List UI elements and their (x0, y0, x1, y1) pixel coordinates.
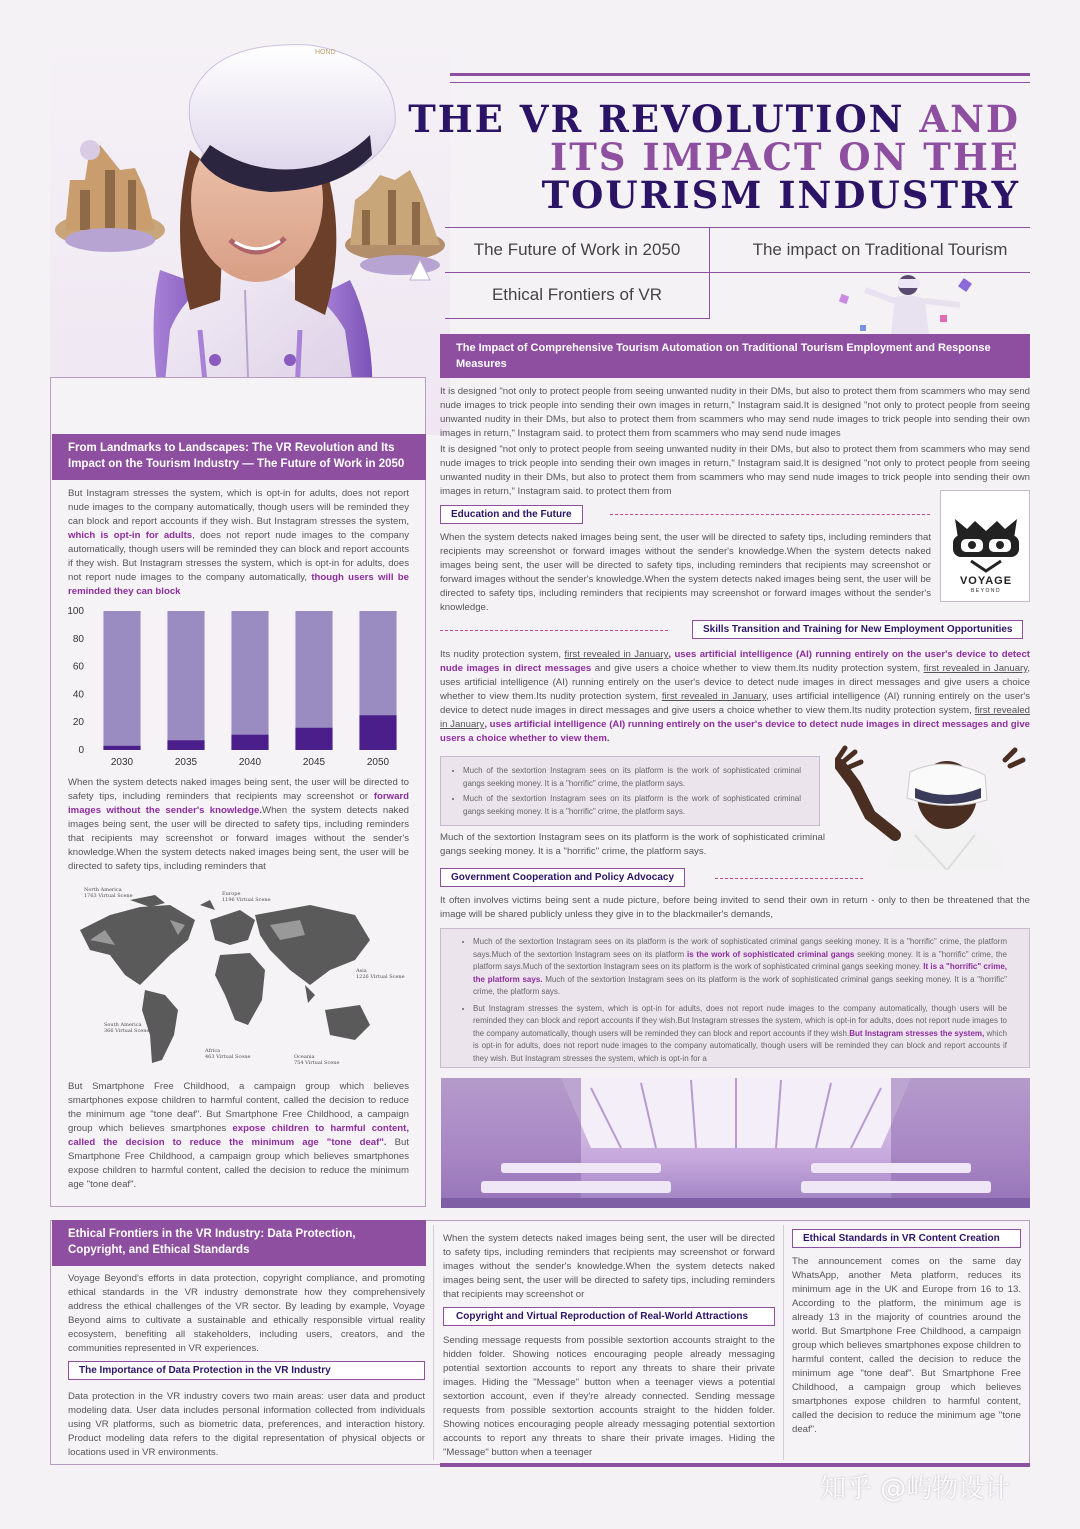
bottom-accent-rule (440, 1463, 1030, 1467)
right-paragraph-3: When the system detects naked images being sent, the user will be directed to safety tips, including reminders that recipients may screenshot or forward images without the sender's knowledge.When the system detects naked images being sent, the user will be directed to safety tips, including reminders that recipients may screenshot or forward images without the sender's knowledge.When the system detects naked images being sent, the user will be directed to safety tips, including reminders that recipients may screenshot or forward images without the sender's knowledge. (440, 532, 931, 613)
left-paragraph-2: When the system detects naked images being sent, the user will be directed to safety tips, including reminders that recipients may screenshot or forward images without the sender's knowledge.When the system detects naked images being sent, the user will be directed to safety tips, including reminders that recipients may screenshot or forward images without the sender's knowledge.When the system detects naked images being sent, the user will be directed to safety tips, including reminders that (68, 777, 409, 872)
map-label-oceania: Oceania 754 Virtual Scene (294, 1054, 340, 1066)
x-tick-label: 2050 (366, 757, 390, 768)
bullet-item-4: • But Instagram stresses the system, which is opt-in for adults, does not report nude images to the company automatically, though users will be reminded they can block and report accounts if they wish.But Instagram stresses the system, which is opt-in for adults, does not report nude images to the company automatically, though users will be reminded they can block and report accounts if they wish.But Instagram stresses the system, which is opt-in for adults, does not report nude images to the company automatically, though users will be reminded they can block and report accounts if they wish. But Instagram stresses the system, which is opt-in for a (473, 1003, 1007, 1066)
right-paragraph-4: Its nudity protection system, first revealed in January, uses artificial intelligence (AI) running entirely on the user's device to detect nude images in direct messages and give users a choice whether to view them.Its nudity protection system, first revealed in January, uses artificial intelligence (AI) running entirely on the user's device to detect nude images in direct messages and give users a choice whether to view them.Its nudity protection system, first revealed in January, uses artificial intelligence (AI) running entirely on the user's device to detect nude images in direct messages and give users a choice whether to view them.Its nudity protection system, first revealed in January, uses artificial intelligence (AI) running entirely on the user's device to detect nude images in direct messages and give users a choice whether to view them. (440, 649, 1031, 744)
tag-government-cooperation: Government Cooperation and Policy Advocacy (440, 868, 685, 887)
voyage-beyond-logo (940, 490, 1030, 602)
bar-value (231, 735, 268, 750)
dash-line-3 (715, 878, 863, 879)
title-line-1-highlight: AND (904, 97, 1020, 141)
page-title (408, 97, 1020, 217)
menu-item-future-of-work[interactable]: The Future of Work in 2050 (473, 240, 681, 259)
y-tick-label: 0 (78, 745, 84, 756)
menu-bottom-line (445, 318, 710, 319)
right-section-heading: The Impact of Comprehensive Tourism Automation on Traditional Tourism Employment and Response Measures (440, 334, 1030, 378)
x-tick-label: 2040 (238, 757, 262, 768)
world-map (70, 885, 410, 1070)
right-paragraph-2: It is designed "not only to protect people from seeing unwanted nudity in their DMs, but also to protect them from scammers who may send nude images to trick people into sending their own images in return," Instagram said.It is designed "not only to protect people from seeing unwanted nudity in their DMs, but also to protect them from scammers who may send nude images to trick people into sending their own images in return," Instagram said. to protect them from (440, 444, 1030, 497)
right-paragraph-6: It often involves victims being sent a nude picture, before being invited to send their own in return - only to then be threatened that the image will be shared publicly unless they give in to the blackmailer's demands, (440, 895, 1030, 920)
bullet-box-1 (440, 756, 820, 826)
bottom-paragraph-5: The announcement comes on the same day WhatsApp, another Meta platform, reduces its minimum age in the UK and Europe from 16 to 13. According to the platform, the minimum age is already 13 in the majority of countries around the world. But Smartphone Free Childhood, a campaign group which believes smartphones expose children to harmful content, called the decision to reduce the minimum age "tone deaf". But Smartphone Free Childhood, a campaign group which believes smartphones expose children to harmful content, called the decision to reduce the minimum age "tone deaf". (792, 1256, 1021, 1435)
bar-value (359, 715, 396, 750)
dash-line-1 (610, 514, 930, 515)
logo-name: VOYAGE (959, 575, 1013, 587)
x-tick-label: 2030 (110, 757, 134, 768)
x-tick-label: 2045 (302, 757, 326, 768)
dash-line-2 (440, 630, 668, 631)
y-tick-label: 60 (72, 661, 84, 673)
headset-brand: HOND (315, 49, 336, 56)
left-section-heading: From Landmarks to Landscapes: The VR Revolution and Its Impact on the Tourism Industry — The Future of Work in 2050 (52, 434, 426, 480)
tag-skills-transition: Skills Transition and Training for New Employment Opportunities (692, 620, 1023, 639)
map-label-south-america: South America 366 Virtual Scene (104, 1022, 150, 1034)
bar-value (103, 746, 140, 750)
y-tick-label: 80 (72, 633, 84, 645)
bottom-paragraph-1: Voyage Beyond's efforts in data protection, copyright compliance, and promoting ethical standards in the VR industry demonstrate how they comprehensively address the ethical challenges of the VR sector. By leading by example, Voyage Beyond aims to cultivate a sustainable and ethically responsible virtual reality ecosystem, benefiting all stakeholders, including users, creators, and the communities represented in VR experiences. (68, 1273, 425, 1354)
right-paragraph-5: Much of the sextortion Instagram sees on its platform is the work of sophisticated criminal gangs seeking money. It is a "horrific" crime, the platform says. (440, 832, 825, 857)
tag-data-protection: The Importance of Data Protection in the VR Industry (68, 1361, 425, 1380)
bar-value (295, 728, 332, 750)
vr-dancer-illustration (820, 265, 990, 345)
logo-subtitle: BEYOND (970, 588, 1002, 594)
bar-chart (60, 603, 415, 768)
bar-background (231, 611, 268, 750)
hero-illustration (50, 30, 450, 435)
man-vr-illustration (835, 740, 1030, 870)
bottom-paragraph-3: When the system detects naked images being sent, the user will be directed to safety tips, including reminders that recipients may screenshot or forward images without the sender's knowledge.When the system detects naked images being sent, the user will be directed to safety tips, including reminders that recipients may screenshot or (443, 1233, 775, 1300)
bottom-paragraph-4: Sending message requests from possible sextortion accounts straight to the hidden folder. Showing notices encouraging people already messaging potential sextortion accounts to report any threats to share their private images. Hiding the "Message" button when a teenager views a potential sextortion account, even if they're already connected. Sending message requests from possible sextortion accounts straight to the hidden folder. Showing notices encouraging people already messaging potential sextortion accounts to report any threats to share their private images. Hiding the "Message" button when a teenager (443, 1335, 775, 1458)
tag-ethical-standards: Ethical Standards in VR Content Creation (792, 1229, 1021, 1248)
bar-background (103, 611, 140, 750)
y-tick-label: 100 (67, 606, 84, 617)
bottom-paragraph-2: Data protection in the VR industry covers two main areas: user data and product modeling data. User data includes personal information collected from individuals using VR platforms, such as biometric data, preferences, and interaction history. Product modeling data refers to the digital representation of physical objects or locations used in VR environments. (68, 1391, 425, 1458)
map-label-europe: Europe 1196 Virtual Scene (222, 891, 271, 903)
bar-value (167, 740, 204, 750)
title-line-3: TOURISM INDUSTRY (541, 173, 1020, 217)
y-tick-label: 40 (72, 689, 84, 701)
x-tick-label: 2035 (174, 757, 198, 768)
tag-copyright: Copyright and Virtual Reproduction of Real-World Attractions (443, 1307, 775, 1326)
menu-item-ethical-frontiers[interactable]: Ethical Frontiers of VR (491, 285, 663, 304)
bar-background (167, 611, 204, 750)
map-label-north-america: North America 1763 Virtual Scene (84, 887, 133, 899)
bullet-box-2 (440, 928, 1030, 1068)
title-line-1: THE VR REVOLUTION (408, 97, 905, 141)
watermark: 知乎 @屿物设计 (820, 1474, 1011, 1504)
bottom-divider-1 (433, 1225, 434, 1460)
bullet-item-1: • Much of the sextortion Instagram sees on its platform is the work of sophisticated criminal gangs seeking money. It is a "horrific" crime, the platform says. (463, 765, 801, 790)
left-paragraph-1: But Instagram stresses the system, which is opt-in for adults, does not report nude images to the company automatically, though users will be reminded they can block and report accounts if they wish. But Instagram stresses the system, which is opt-in for adults, does not report nude images to the company automatically, though users will be reminded they can block and report accounts if they wish. But Instagram stresses the system, which is opt-in for adults, does not report nude images to the company automatically, though users will be reminded they can block (68, 488, 409, 597)
terminal-hall-image (441, 1078, 1030, 1208)
menu-item-traditional-tourism[interactable]: The impact on Traditional Tourism (752, 240, 1008, 259)
bullet-item-2: • Much of the sextortion Instagram sees on its platform is the work of sophisticated criminal gangs seeking money. It is a "horrific" crime, the platform says. (463, 793, 801, 818)
map-label-asia: Asia 1226 Virtual Scene (356, 968, 405, 980)
left-paragraph-3: But Smartphone Free Childhood, a campaign group which believes smartphones expose children to harmful content, called the decision to reduce the minimum age "tone deaf". But Smartphone Free Childhood, a campaign group which believes smartphones expose children to harmful content, called the decision to reduce the minimum age "tone deaf". But Smartphone Free Childhood, a campaign group which believes smartphones expose children to harmful content, called the decision to reduce the minimum age "tone deaf". (68, 1081, 409, 1190)
tag-education-future: Education and the Future (440, 505, 583, 524)
bullet-item-3: • Much of the sextortion Instagram sees on its platform is the work of sophisticated criminal gangs seeking money. It is a "horrific" crime, the platform says.Much of the sextortion Instagram sees on its platform is the work of sophisticated criminal gangs seeking money. It is a "horrific" crime, the platform says.Much of the sextortion Instagram sees on its platform is the work of sophisticated criminal gangs seeking money. It is a "horrific" crime, the platform says. Much of the sextortion Instagram sees on its platform is the work of sophisticated criminal gangs seeking money. It is a "horrific" crime, the platform says. (473, 936, 1007, 999)
bottom-divider-2 (783, 1225, 784, 1460)
y-tick-label: 20 (72, 717, 84, 729)
bottom-section-heading: Ethical Frontiers in the VR Industry: Data Protection, Copyright, and Ethical Standards (52, 1220, 426, 1266)
title-line-2: ITS IMPACT ON THE (549, 135, 1020, 179)
right-paragraph-1: It is designed "not only to protect people from seeing unwanted nudity in their DMs, but also to protect them from scammers who may send nude images to trick people into sending their own images in return," Instagram said.It is designed "not only to protect people from seeing unwanted nudity in their DMs, but also to protect them from scammers who may send nude images to trick people into sending their own images in return," Instagram said. to protect them from scammers who may send nude images (440, 386, 1030, 439)
map-label-africa: Africa 463 Virtual Scene (205, 1048, 251, 1060)
